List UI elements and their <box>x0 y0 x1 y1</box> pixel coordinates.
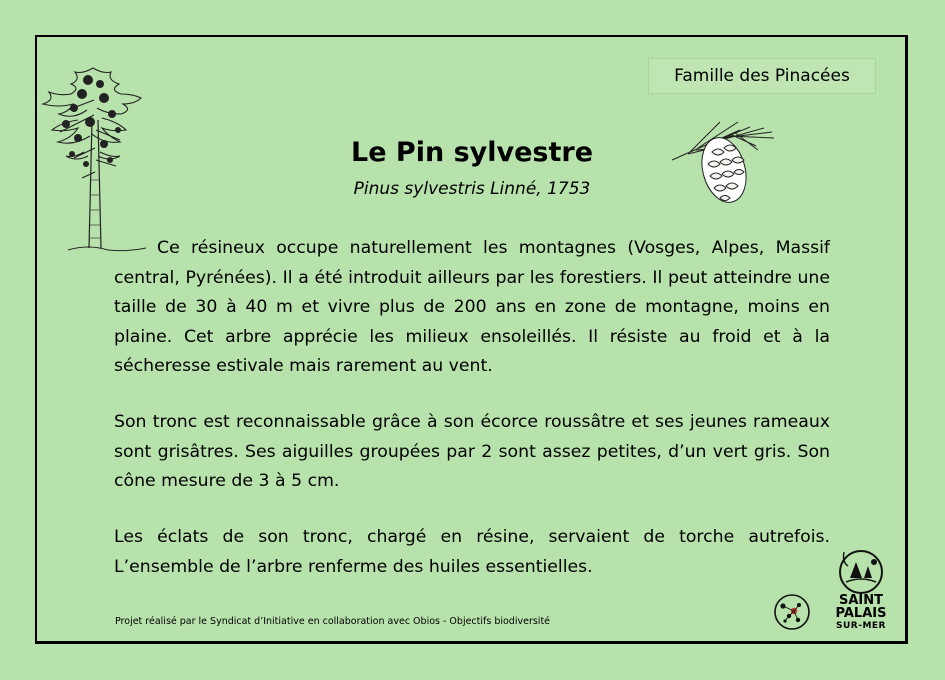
saint-palais-logo-line2: PALAIS <box>835 606 887 621</box>
obios-logo-icon <box>772 592 812 632</box>
page-title: Le Pin sylvestre <box>350 137 594 168</box>
paragraph-description: Son tronc est reconnaissable grâce à son écorce roussâtre et ses jeunes rameaux sont grisâtres. Ses aiguilles groupées par 2 sont assez petites, d’un vert gris. Son cône mesure de 3 à 5 cm. <box>114 412 830 491</box>
scientific-name: Pinus sylvestris Linné, 1753 <box>353 179 591 199</box>
paragraph-uses: Les éclats de son tronc, chargé en résine, servaient de torche autrefois. L’ensemble de l’arbre renferme des huiles essentielles. <box>114 527 830 577</box>
saint-palais-logo-line1: SAINT <box>838 593 883 608</box>
saint-palais-logo-icon <box>826 548 896 630</box>
pine-cone-illustration <box>670 112 780 212</box>
family-label: Famille des Pinacées <box>648 58 876 94</box>
paragraph-habitat: Ce résineux occupe naturellement les montagnes (Vosges, Alpes, Massif central, Pyrénées). Il a été introduit ailleurs par les forestiers. Il peut atteindre une taille de 30 à 40 m et vivre plus de 200 ans en zone de montagne, moins en plaine. Cet arbre apprécie les milieux ensoleillés. Il résiste au froid et à la sécheresse estivale mais rarement au vent. <box>114 238 830 376</box>
pine-tree-illustration <box>38 60 148 260</box>
credits-text: Projet réalisé par le Syndicat d’Initiative en collaboration avec Obios - Objectifs biodiversité <box>115 616 551 627</box>
saint-palais-logo-line3: SUR-MER <box>836 621 886 631</box>
